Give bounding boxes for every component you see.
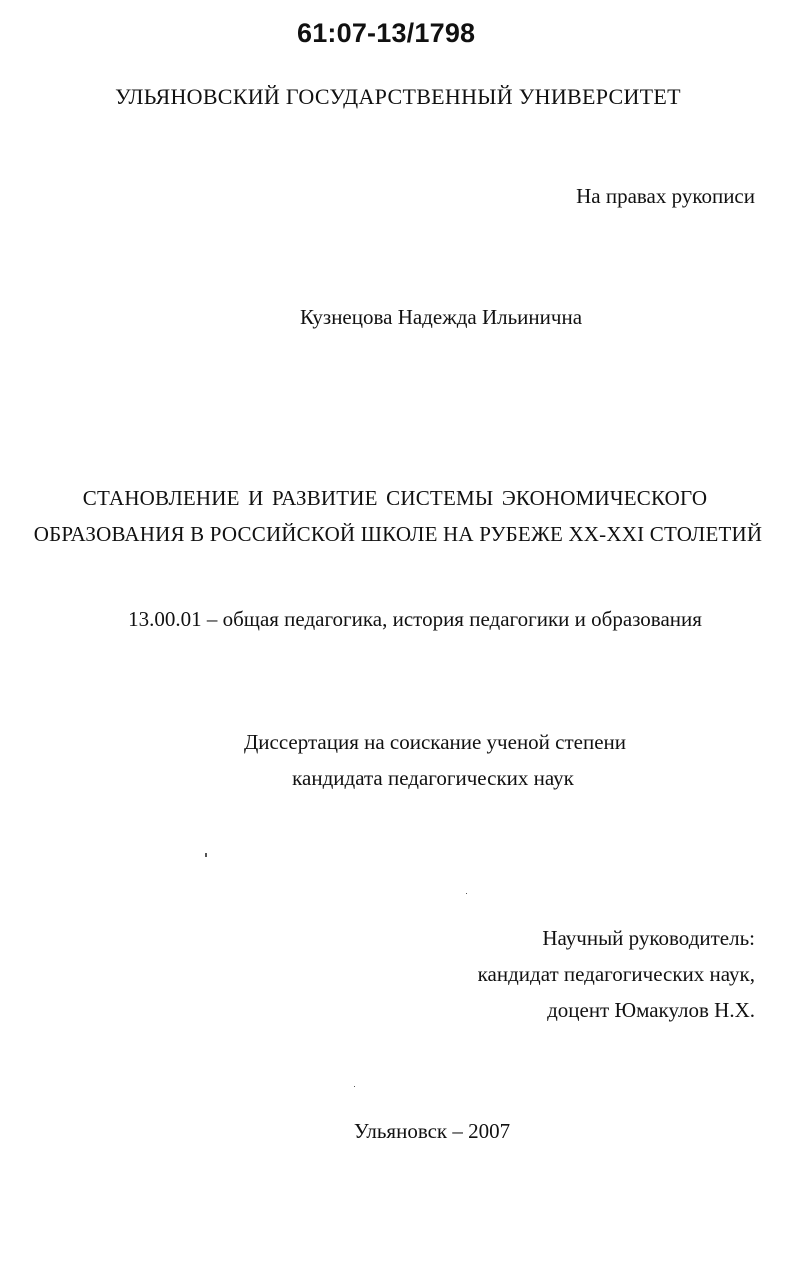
advisor-degree: кандидат педагогических наук,: [477, 962, 755, 986]
author-name: Кузнецова Надежда Ильинична: [299, 305, 583, 329]
advisor-label: Научный руководитель:: [542, 926, 755, 950]
specialty-code: 13.00.01 – общая педагогика, история педагогики и образования: [128, 607, 702, 631]
dissertation-degree-line-1: Диссертация на соискание ученой степени: [243, 730, 627, 754]
manuscript-note: На правах рукописи: [576, 184, 755, 208]
dissertation-title-line-2: ОБРАЗОВАНИЯ В РОССИЙСКОЙ ШКОЛЕ НА РУБЕЖЕ XX-XXI СТОЛЕТИЙ: [33, 522, 763, 546]
university-name: УЛЬЯНОВСКИЙ ГОСУДАРСТВЕННЫЙ УНИВЕРСИТЕТ: [115, 84, 681, 109]
scan-speck: [354, 1086, 355, 1087]
city-year: Ульяновск – 2007: [353, 1119, 511, 1143]
scan-speck: [466, 893, 467, 894]
scan-speck: [205, 853, 207, 857]
advisor-name: доцент Юмакулов Н.Х.: [547, 998, 755, 1022]
dissertation-degree-line-2: кандидата педагогических наук: [292, 766, 574, 790]
archive-stamp-number: 61:07-13/1798: [297, 18, 476, 48]
dissertation-title-line-1: СТАНОВЛЕНИЕ И РАЗВИТИЕ СИСТЕМЫ ЭКОНОМИЧЕСКОГО: [82, 486, 708, 510]
